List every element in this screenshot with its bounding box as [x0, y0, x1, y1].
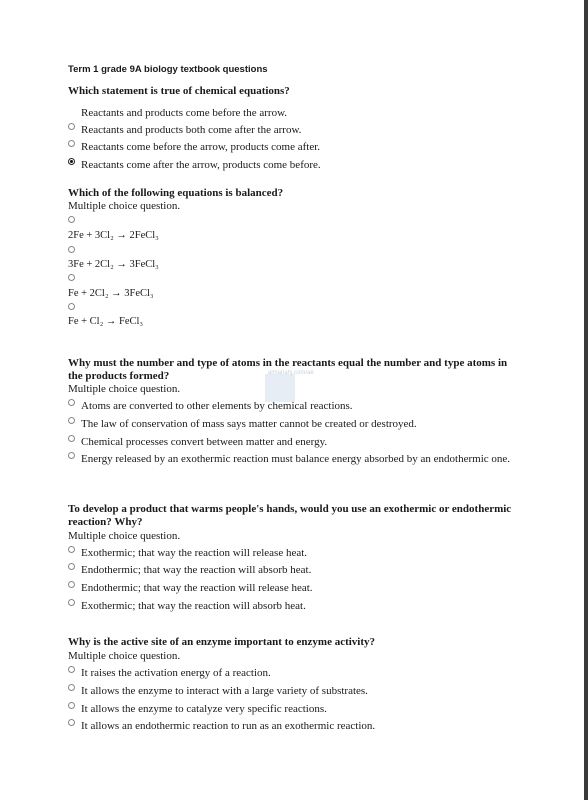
question-5-text: Why is the active site of an enzyme important to enzyme activity?: [68, 636, 376, 648]
q3-question-type: Multiple choice question.: [68, 383, 181, 395]
q3-option-4-label: Energy released by an exothermic reaction must balance energy absorbed by an endothermic one.: [81, 453, 511, 465]
q2-option-2-label: 3Fe + 2Cl₂ → 3FeCl₃: [68, 259, 159, 270]
q3-option-2[interactable]: [68, 418, 417, 430]
radio-icon[interactable]: [68, 719, 75, 726]
q1-option-2-label: Reactants and products both come after the arrow.: [81, 124, 302, 136]
q5-option-3[interactable]: [68, 703, 327, 715]
q1-option-3-label: Reactants come before the arrow, products come after.: [81, 141, 321, 153]
q2-option-3-radio-icon[interactable]: [68, 274, 75, 281]
q5-option-2-label: It allows the enzyme to interact with a large variety of substrates.: [81, 685, 368, 697]
question-3-text: Why must the number and type of atoms in the reactants equal the number and type atoms in the products formed?: [68, 357, 508, 382]
q2-question-type: Multiple choice question.: [68, 200, 181, 212]
radio-icon[interactable]: [68, 140, 75, 147]
q4-option-2[interactable]: [68, 564, 311, 576]
radio-icon[interactable]: [68, 666, 75, 673]
radio-icon[interactable]: [68, 581, 75, 588]
q1-option-2[interactable]: [68, 124, 301, 136]
radio-icon[interactable]: [68, 399, 75, 406]
radio-icon[interactable]: [68, 417, 75, 424]
q4-option-1[interactable]: [68, 547, 307, 559]
radio-icon[interactable]: [68, 435, 75, 442]
q5-option-4-label: It allows an endothermic reaction to run as an exothermic reaction.: [81, 720, 376, 732]
q5-option-2[interactable]: [68, 685, 368, 697]
radio-selected-icon[interactable]: [68, 158, 75, 165]
watermark-text: almanahj.com/ae: [268, 370, 314, 376]
q3-option-2-label: The law of conservation of mass says matter cannot be created or destroyed.: [81, 418, 417, 430]
watermark-icon: [265, 374, 295, 402]
q4-option-4[interactable]: [68, 600, 306, 612]
q5-question-type: Multiple choice question.: [68, 650, 181, 662]
q2-option-1-radio-icon[interactable]: [68, 216, 75, 223]
question-4-text: To develop a product that warms people's hands, would you use an exothermic or endothermic reaction? Why?: [68, 503, 512, 528]
q2-option-2-radio-icon[interactable]: [68, 246, 75, 253]
radio-icon[interactable]: [68, 452, 75, 459]
radio-icon[interactable]: [68, 702, 75, 709]
q4-option-4-label: Exothermic; that way the reaction will absorb heat.: [81, 600, 306, 612]
question-2-text: Which of the following equations is balanced?: [68, 187, 284, 199]
q2-option-1-label: 2Fe + 3Cl₂ → 2FeCl₃: [68, 230, 159, 241]
q4-question-type: Multiple choice question.: [68, 530, 181, 542]
q3-option-3-label: Chemical processes convert between matter and energy.: [81, 436, 328, 448]
q1-option-3[interactable]: [68, 141, 320, 153]
q5-option-4[interactable]: [68, 720, 375, 732]
q3-option-3[interactable]: [68, 436, 327, 448]
q4-option-1-label: Exothermic; that way the reaction will release heat.: [81, 547, 308, 559]
q1-option-1[interactable]: [68, 107, 287, 119]
page-right-edge: [584, 0, 588, 800]
q3-option-1-label: Atoms are converted to other elements by chemical reactions.: [81, 400, 353, 412]
q3-option-4[interactable]: [68, 453, 513, 466]
radio-icon[interactable]: [68, 123, 75, 130]
q2-option-3-label: Fe + 2Cl₂ → 3FeCl₃: [68, 288, 154, 299]
q1-option-4-label: Reactants come after the arrow, products come before.: [81, 159, 321, 171]
q1-option-4[interactable]: [68, 159, 321, 171]
q4-option-3-label: Endothermic; that way the reaction will release heat.: [81, 582, 313, 594]
radio-icon[interactable]: [68, 563, 75, 570]
q2-option-4-label: Fe + Cl₂ → FeCl₃: [68, 316, 144, 327]
radio-icon[interactable]: [68, 599, 75, 606]
q1-option-1-label: Reactants and products come before the arrow.: [81, 107, 288, 119]
watermark-logo: [240, 370, 320, 410]
q4-option-3[interactable]: [68, 582, 313, 594]
q4-option-2-label: Endothermic; that way the reaction will absorb heat.: [81, 564, 312, 576]
q2-option-4-radio-icon[interactable]: [68, 303, 75, 310]
radio-icon[interactable]: [68, 684, 75, 691]
document-title: Term 1 grade 9A biology textbook questions: [68, 64, 268, 75]
radio-icon[interactable]: [68, 546, 75, 553]
q5-option-1-label: It raises the activation energy of a reaction.: [81, 667, 271, 679]
q5-option-3-label: It allows the enzyme to catalyze very specific reactions.: [81, 703, 327, 715]
question-1-text: Which statement is true of chemical equations?: [68, 85, 290, 97]
q5-option-1[interactable]: [68, 667, 271, 679]
